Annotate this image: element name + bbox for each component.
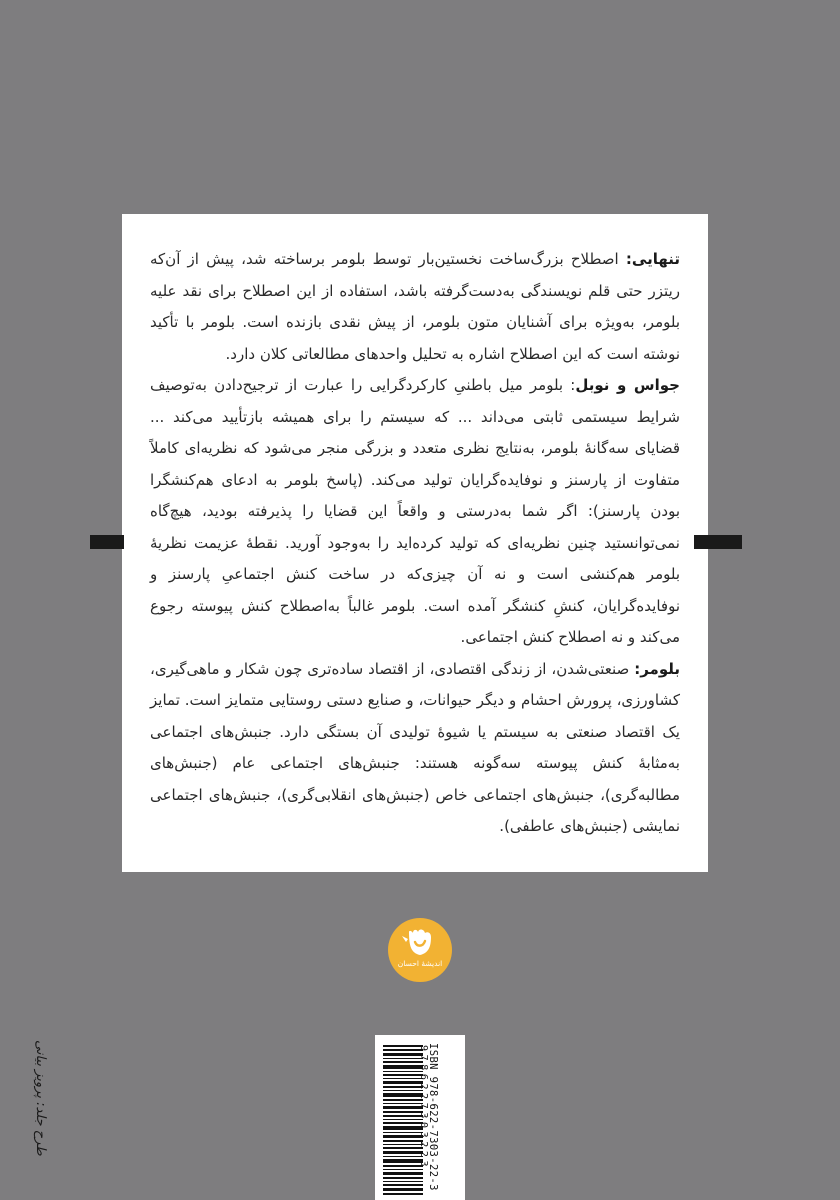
barcode-bars (383, 1045, 423, 1195)
isbn-barcode (375, 1035, 465, 1200)
entry-paragraph (150, 244, 680, 370)
entry-text: صنعتی‌شدن، از زندگی اقتصادی، از اقتصاد ساده‌تری چون شکار و ماهی‌گیری، کشاورزی، پرورش احشام و دیگر حیوانات، و صنایع دستی روستایی متمایز است. تمایز یک اقتصاد صنعتی به سیستم یا شیوهٔ تولیدی آن بستگی دارد. جنبش‌های اجتماعی به‌مثابهٔ کنش پیوسته سه‌گونه هستند: جنبش‌های اجتماعی عام (جنبش‌های مطالبه‌گری)، جنبش‌های اجتماعی خاص (جنبش‌های انقلابی‌گری)، جنبش‌های اجتماعی نمایشی (جنبش‌های عاطفی). (150, 659, 680, 835)
entry-text: : بلومر میل باطنیِ کارکردگرایی را عبارت از ترجیح‌دادن به‌توصیف شرایط سیستمی ثابتی می‌داند ... که سیستم را برای همیشه بازتأیید می‌کند ... قضایای سه‌گانهٔ بلومر، به‌نتایج نظری متعدد و بزرگی منجر می‌شود که نظریه‌ای کاملاً متفاوت از پارسنز و نوفایده‌گرایان تولید می‌کند. (پاسخ بلومر به ادعای هم‌کنشگرا بودن پارسنز): اگر شما به‌درستی و واقعاً این قضایا را پذیرفته بودید، هیچ‌گاه نمی‌توانستید چنین نظریه‌ای که تولید کرده‌اید را به‌وجود آورید. نقطهٔ عزیمت نظریهٔ بلومر هم‌کنشی است و نه آن چیزی‌که در ساخت کنش اجتماعیِ پارسنز و نوفایده‌گرایان، کنشِ کنشگر آمده است. بلومر غالباً به‌اصطلاح کنش پیوسته رجوع می‌کند و نه اصطلاح کنش اجتماعی. (150, 376, 680, 646)
publisher-logo (388, 918, 452, 982)
entry-paragraph (150, 370, 680, 654)
entry-paragraph (150, 654, 680, 843)
entry-term: بلومر: (634, 659, 680, 678)
entry-term: جواس و نوبل (575, 376, 680, 394)
bird-icon (388, 918, 452, 982)
cover-designer-credit: طرح جلد: پرویز بیانی (33, 1040, 48, 1156)
right-decorative-bar (694, 535, 742, 549)
isbn-digits: 9786227303223 (418, 1045, 429, 1171)
entry-text: اصطلاح بزرگ‌ساخت نخستین‌بار توسط بلومر برساخته شد، پیش از آن‌که ریتزر حتی قلم نویسندگی به‌دست‌گرفته باشد، استفاده از این اصطلاح برای نقد علیه بلومر، به‌ویژه برای آشنایان متون بلومر، از پیش نقدی بازنده است. بلومر با تأکید نوشته است که این اصطلاح اشاره به تحلیل واحدهای مطالعاتی کلان دارد. (150, 250, 680, 363)
left-decorative-bar (90, 535, 124, 549)
back-cover-text-panel (122, 214, 708, 872)
entry-term: تنهایی: (625, 250, 680, 268)
publisher-name: اندیشهٔ احسان (397, 959, 443, 968)
isbn-label: ISBN 978-622-7303-22-3 (427, 1043, 439, 1191)
